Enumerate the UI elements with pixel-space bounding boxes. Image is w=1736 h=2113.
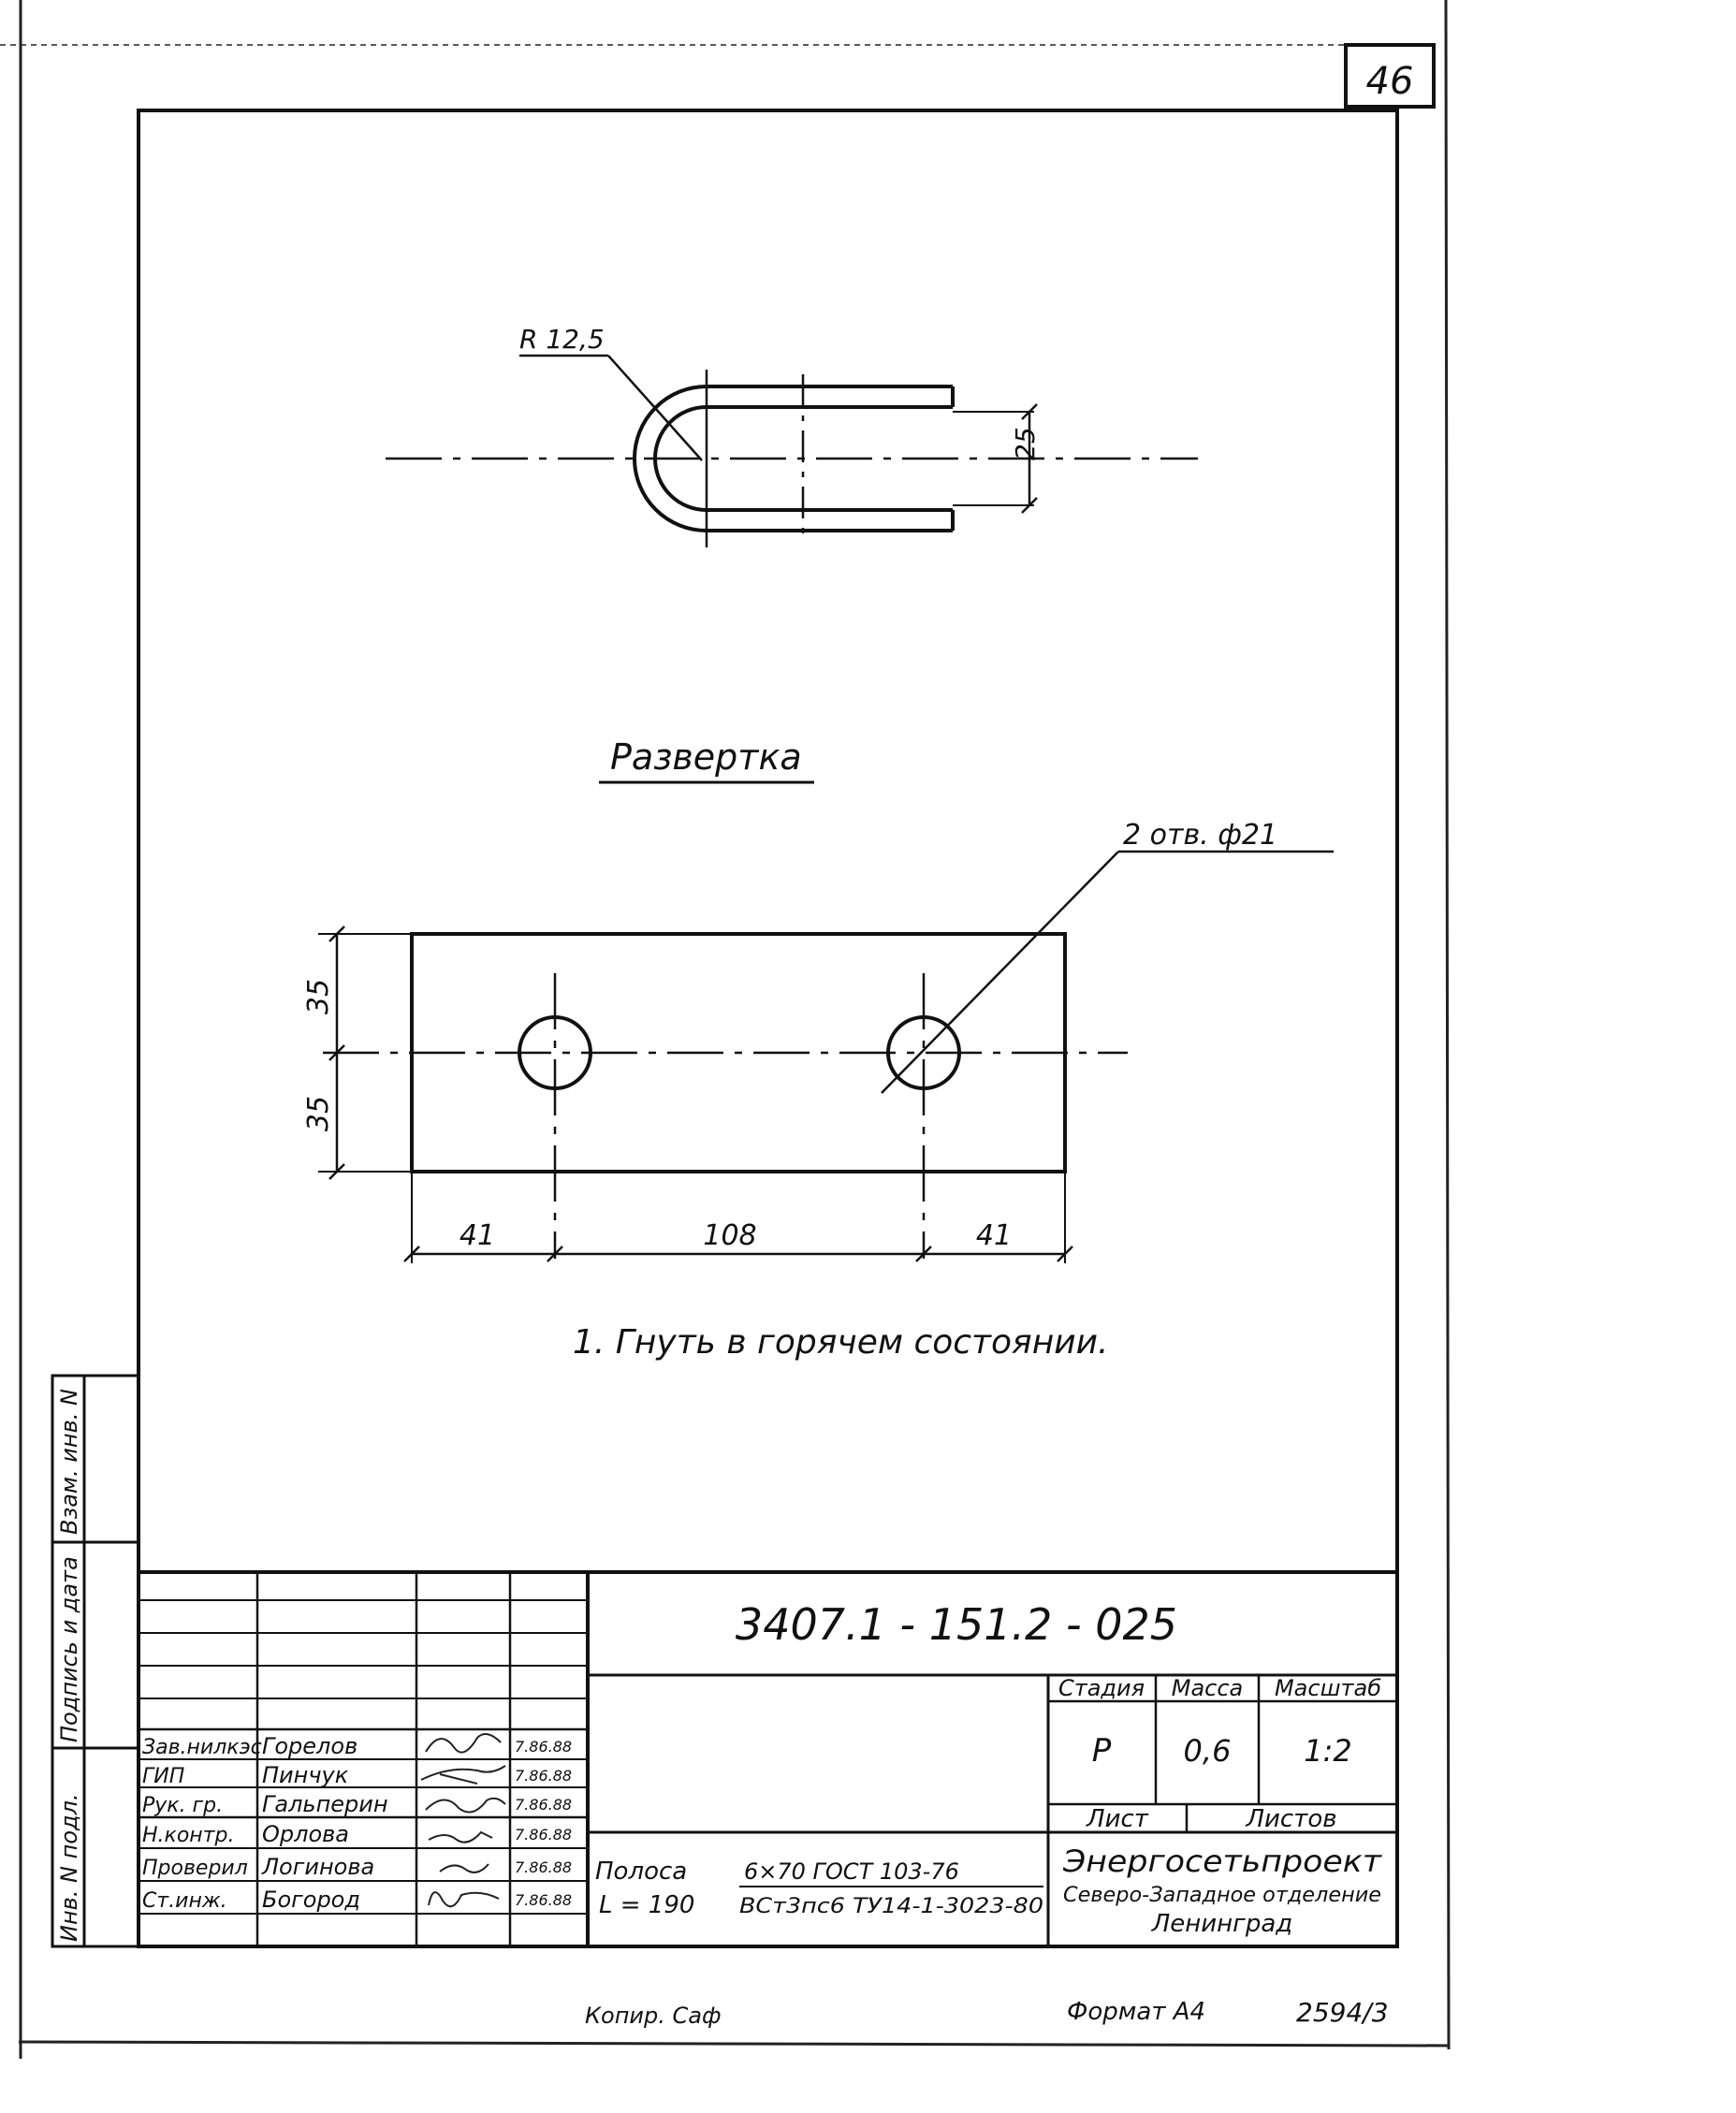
sheets-label: Листов (1246, 1805, 1337, 1833)
role-head-of-dept: Зав.нилкэс (142, 1736, 262, 1759)
flat-pattern (318, 852, 1334, 1263)
role-checked: Проверил (142, 1857, 248, 1880)
role-norm-control: Н.контр. (142, 1824, 235, 1847)
org-branch: Северо-Западное отделение (1063, 1884, 1381, 1907)
scale-header: Масштаб (1274, 1675, 1382, 1701)
name-gorelov: Горелов (262, 1733, 358, 1759)
dim-left-41: 41 (459, 1219, 496, 1252)
material-name: Полоса (595, 1858, 688, 1886)
name-pinchuk: Пинчук (262, 1762, 349, 1788)
bent-width-dim: 25 (1010, 427, 1041, 460)
date-row-1: 7.86.88 (515, 1738, 573, 1756)
holes-label: 2 отв. ф21 (1123, 819, 1278, 852)
material-length: L = 190 (599, 1891, 695, 1919)
date-row-6: 7.86.88 (515, 1891, 573, 1909)
scale-value: 1:2 (1304, 1733, 1352, 1769)
sheet-label: Лист (1087, 1805, 1148, 1833)
stage-value: Р (1091, 1732, 1112, 1770)
dim-middle-108: 108 (703, 1219, 757, 1252)
org-city: Ленинград (1151, 1910, 1293, 1938)
name-bogorod: Богород (262, 1887, 360, 1913)
role-chief-engineer: ГИП (142, 1765, 185, 1788)
side-stamp-signature-date: Подпись и дата (56, 1556, 82, 1742)
side-stamp-replace-inv: Взам. инв. N (56, 1389, 82, 1535)
dim-right-41: 41 (975, 1219, 1013, 1252)
date-row-5: 7.86.88 (515, 1858, 573, 1876)
page-number: 46 (1365, 60, 1414, 103)
footer-format: Формат А4 (1067, 1998, 1206, 2026)
bending-note: 1. Гнуть в горячем состоянии. (573, 1323, 1109, 1362)
side-stamp-inv-no: Инв. N подл. (56, 1793, 82, 1942)
name-orlova: Орлова (262, 1821, 349, 1847)
role-group-lead: Рук. гр. (142, 1794, 224, 1817)
footer-copied: Копир. Саф (585, 2003, 722, 2029)
org-name: Энергосетьпроект (1061, 1843, 1383, 1879)
date-row-4: 7.86.88 (515, 1826, 573, 1843)
bend-radius-label: R 12,5 (519, 324, 605, 355)
page-number-box (1346, 45, 1434, 107)
material-spec-2: ВСт3пс6 ТУ14-1-3023-80 (739, 1895, 1043, 1918)
date-row-3: 7.86.88 (515, 1796, 573, 1814)
stage-header: Стадия (1058, 1675, 1145, 1701)
bent-view (386, 356, 1198, 547)
mass-value: 0,6 (1183, 1733, 1232, 1769)
mass-header: Масса (1171, 1675, 1244, 1701)
role-senior-engineer: Ст.инж. (142, 1889, 227, 1913)
dim-top-35: 35 (302, 978, 335, 1015)
name-galperin: Гальперин (262, 1791, 388, 1817)
material-spec-1: 6×70 ГОСТ 103-76 (744, 1858, 959, 1885)
name-loginova: Логинова (262, 1854, 375, 1880)
flat-view-title: Развертка (610, 736, 802, 778)
drawing-designation: 3407.1 - 151.2 - 025 (735, 1599, 1178, 1650)
footer-number: 2594/3 (1296, 1997, 1389, 2028)
date-row-2: 7.86.88 (515, 1767, 573, 1785)
dim-bottom-35: 35 (302, 1095, 335, 1132)
